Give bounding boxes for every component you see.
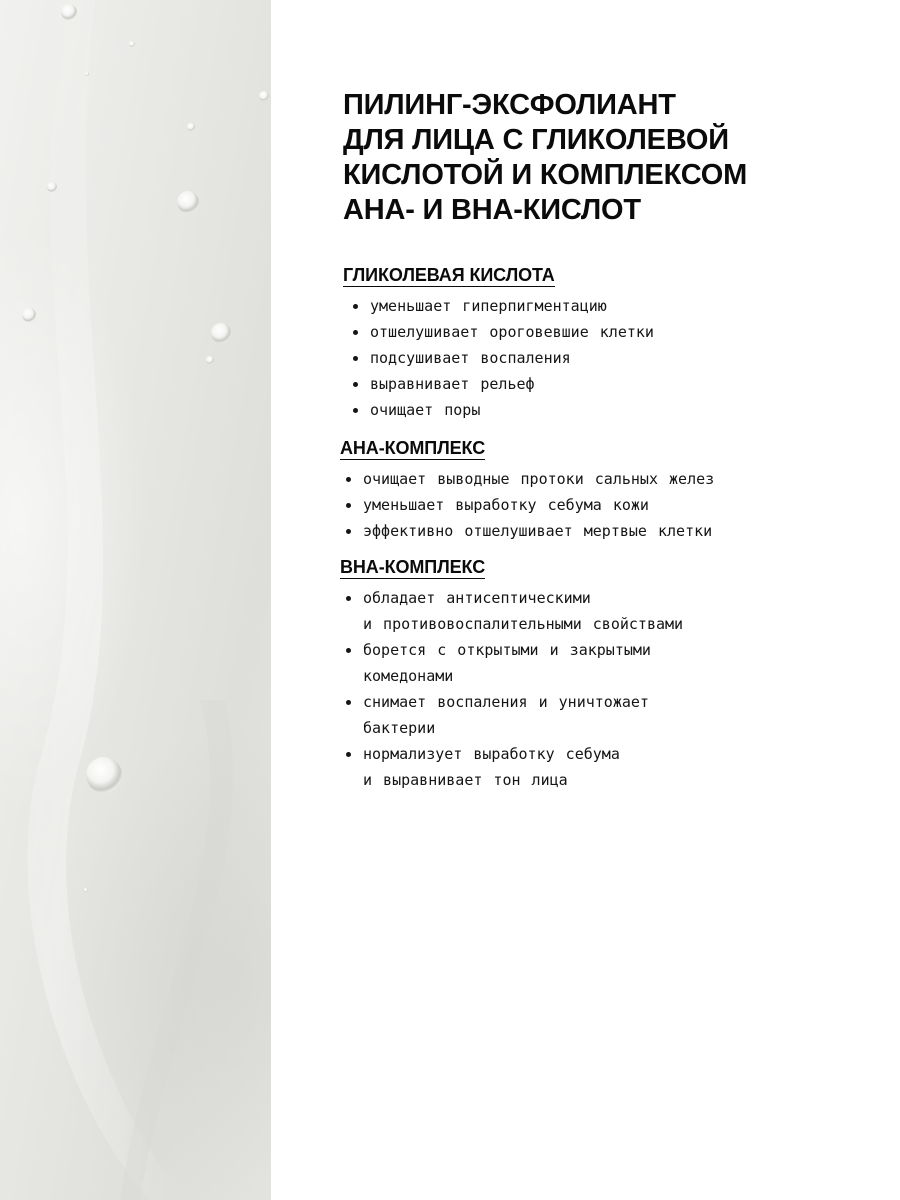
list-item: эффективно отшелушивает мертвые клетки	[340, 518, 863, 544]
title-line: ПИЛИНГ-ЭКСФОЛИАНТ	[343, 89, 676, 121]
benefits-list	[340, 466, 863, 544]
product-title	[343, 88, 863, 228]
list-item: борется с открытыми и закрытыми комедонами	[340, 637, 863, 689]
benefits-list	[340, 585, 863, 793]
gel-texture-image	[0, 0, 271, 1200]
benefits-list	[343, 293, 863, 423]
list-item: очищает выводные протоки сальных желез	[340, 466, 863, 492]
list-item: отшелушивает ороговевшие клетки	[343, 319, 863, 345]
section-heading: ГЛИКОЛЕВАЯ КИСЛОТА	[343, 265, 555, 285]
list-item: снимает воспаления и уничтожает бактерии	[340, 689, 863, 741]
product-description	[340, 88, 863, 793]
list-item: обладает антисептическими и противовоспалительными свойствами	[340, 585, 863, 637]
section-heading: АНА-КОМПЛЕКС	[340, 438, 486, 458]
title-line: КИСЛОТОЙ И КОМПЛЕКСОМ	[343, 159, 748, 191]
list-item: уменьшает гиперпигментацию	[343, 293, 863, 319]
list-item: нормализует выработку себума и выравнивает тон лица	[340, 741, 863, 793]
list-item: очищает поры	[343, 397, 863, 423]
section-aha-complex	[340, 438, 863, 544]
list-item: подсушивает воспаления	[343, 345, 863, 371]
title-line: ДЛЯ ЛИЦА С ГЛИКОЛЕВОЙ	[343, 124, 729, 156]
list-item: выравнивает рельеф	[343, 371, 863, 397]
list-item: уменьшает выработку себума кожи	[340, 492, 863, 518]
title-line: АНА- И ВНА-КИСЛОТ	[343, 194, 641, 226]
section-glycolic-acid	[343, 265, 863, 423]
section-heading: ВНА-КОМПЛЕКС	[340, 557, 486, 577]
gel-droplets-decoration	[0, 0, 271, 1200]
section-bha-complex	[340, 557, 863, 793]
